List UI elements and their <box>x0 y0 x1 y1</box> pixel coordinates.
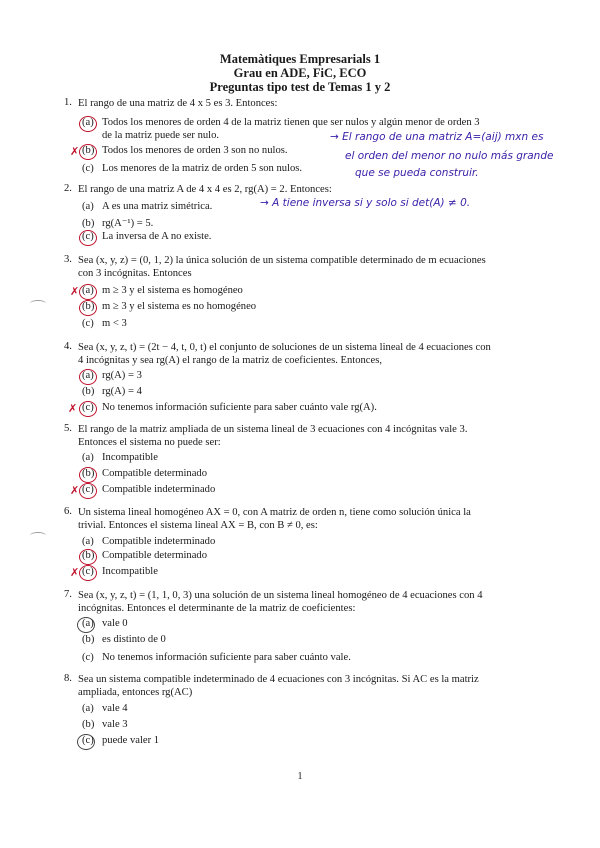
q6-text-line1: Un sistema lineal homogéneo AX = 0, con A matriz de orden n, tiene como solución única la <box>78 507 471 518</box>
q3-cross-mark: ✗ <box>70 285 80 298</box>
q4-text-line2: 4 incógnitas y sea rg(A) el rango de la matriz de coeficientes. Entonces, <box>78 355 382 366</box>
q4-text-line1: Sea (x, y, z, t) = (2t − 4, t, 0, t) el conjunto de soluciones de un sistema lineal de 4 ecuaciones con <box>78 342 491 353</box>
q4-option-a: (a) rg(A) = 3 <box>82 370 142 381</box>
q8-option-b: (b) vale 3 <box>82 719 128 730</box>
header-course: Matemàtiques Empresarials 1 <box>219 52 381 66</box>
q1-option-c: (c) Los menores de la matriz de orden 5 son nulos. <box>82 163 303 174</box>
q7-number: 7. <box>64 589 72 600</box>
note-inverse: → A tiene inversa si y solo si det(A) ≠ 0. <box>260 197 471 209</box>
q1-number: 1. <box>64 97 72 108</box>
q3-option-c: (c) m < 3 <box>82 318 127 329</box>
q8-number: 8. <box>64 673 72 684</box>
q7-option-a: (a) vale 0 <box>82 618 128 629</box>
q2-option-c: (c) La inversa de A no existe. <box>82 231 212 242</box>
q3-option-b: (b) m ≥ 3 y el sistema es no homogéneo <box>82 301 257 312</box>
q8-option-a: (a) vale 4 <box>82 703 128 714</box>
q5-text-line1: El rango de la matriz ampliada de un sistema lineal de 3 ecuaciones con 4 incógnitas vale 3. <box>78 424 468 435</box>
q6-option-a: (a) Compatible indeterminado <box>82 536 216 547</box>
q7-text-line1: Sea (x, y, z, t) = (1, 1, 0, 3) una solución de un sistema lineal homogéneo de 4 ecuaciones con 4 <box>78 590 483 601</box>
q8-text-line2: ampliada, entonces rg(AC) <box>78 687 193 698</box>
note-rank-3: que se pueda construir. <box>355 167 479 179</box>
note-rank-1: → El rango de una matriz A=(aij) mxn es <box>330 131 544 143</box>
q7-option-c: (c) No tenemos información suficiente para saber cuánto vale. <box>82 652 351 663</box>
q2-option-a: (a) A es una matriz simétrica. <box>82 201 213 212</box>
q6-cross-mark: ✗ <box>70 566 80 579</box>
q3-option-a: (a) m ≥ 3 y el sistema es homogéneo <box>82 285 243 296</box>
punch-hole-mark <box>30 532 46 539</box>
q1-text: El rango de una matriz de 4 x 5 es 3. Entonces: <box>78 98 278 109</box>
q5-cross-mark: ✗ <box>70 484 80 497</box>
q6-option-b: (b) Compatible determinado <box>82 550 208 561</box>
q5-option-a: (a) Incompatible <box>82 452 158 463</box>
q1-option-a-cont: de la matriz puede ser nulo. <box>102 130 220 141</box>
q7-text-line2: incógnitas. Entonces el determinante de la matriz de coeficientes: <box>78 603 356 614</box>
q3-text-line1: Sea (x, y, z) = (0, 1, 2) la única solución de un sistema compatible determinado de m ecuaciones <box>78 255 486 266</box>
note-rank-2: el orden del menor no nulo más grande <box>345 150 554 162</box>
q5-option-c: (c) Compatible indeterminado <box>82 484 216 495</box>
q6-option-c: (c) Incompatible <box>82 566 158 577</box>
q7-option-b: (b) es distinto de 0 <box>82 634 166 645</box>
q4-number: 4. <box>64 341 72 352</box>
page-number: 1 <box>297 771 303 782</box>
q3-number: 3. <box>64 254 72 265</box>
q2-number: 2. <box>64 183 72 194</box>
q6-number: 6. <box>64 506 72 517</box>
header-degree: Grau en ADE, FiC, ECO <box>233 66 367 80</box>
q4-option-b: (b) rg(A) = 4 <box>82 386 142 397</box>
header-title: Preguntas tipo test de Temas 1 y 2 <box>209 80 391 94</box>
punch-hole-mark <box>30 300 46 307</box>
q8-option-c: (c) puede valer 1 <box>82 735 160 746</box>
q4-option-c: (c) No tenemos información suficiente para saber cuánto vale rg(A). <box>82 402 377 413</box>
q1-option-a: (a) Todos los menores de orden 4 de la matriz tienen que ser nulos y algún menor de orden 3 <box>82 117 480 128</box>
q5-option-b: (b) Compatible determinado <box>82 468 208 479</box>
q5-text-line2: Entonces el sistema no puede ser: <box>78 437 221 448</box>
q1-cross-mark: ✗ <box>70 145 80 158</box>
q2-text: El rango de una matriz A de 4 x 4 es 2, rg(A) = 2. Entonces: <box>78 184 332 195</box>
q4-cross-mark: ✗ <box>68 402 78 415</box>
q8-text-line1: Sea un sistema compatible indeterminado de 4 ecuaciones con 3 incógnitas. Si AC es la matriz <box>78 674 479 685</box>
q3-text-line2: con 3 incógnitas. Entonces <box>78 268 192 279</box>
q5-number: 5. <box>64 423 72 434</box>
q1-option-b: (b) Todos los menores de orden 3 son no nulos. <box>82 145 288 156</box>
q2-option-b: (b) rg(A⁻¹) = 5. <box>82 218 154 229</box>
q6-text-line2: trivial. Entonces el sistema lineal AX = B, con B ≠ 0, es: <box>78 520 318 531</box>
